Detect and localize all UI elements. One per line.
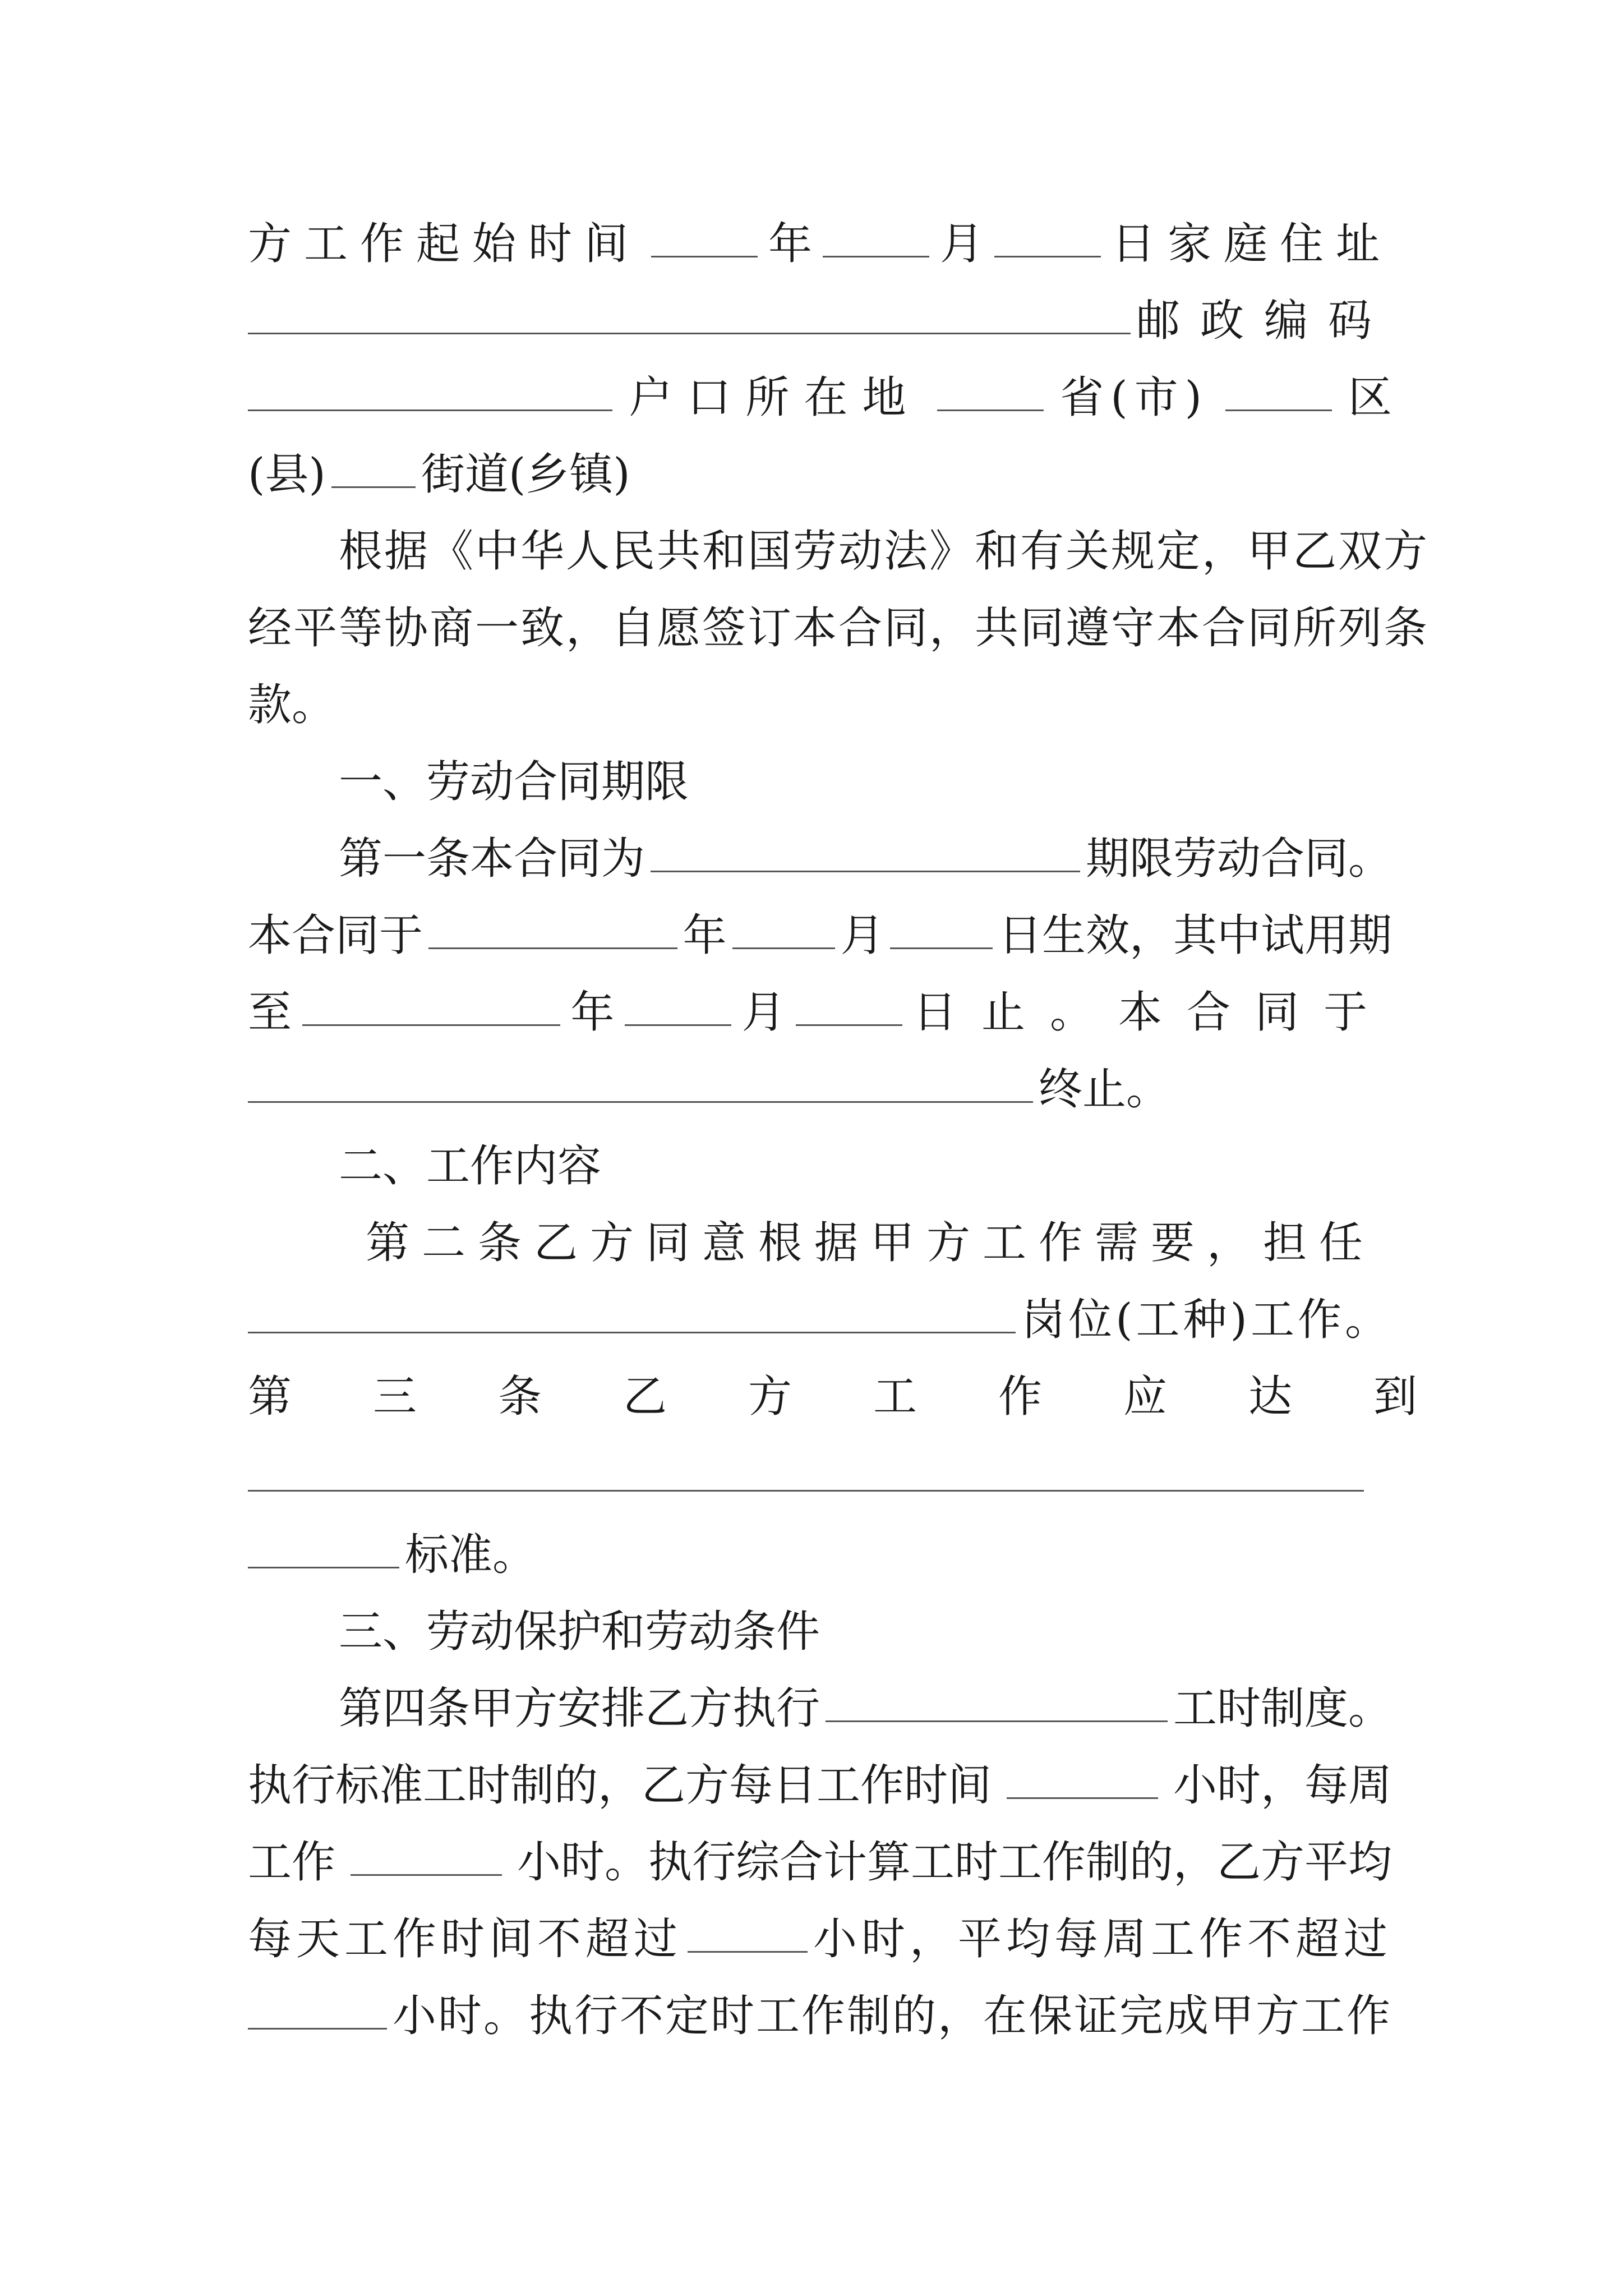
text-line — [248, 970, 1392, 1055]
text-line — [248, 586, 1430, 670]
paragraph-text: 经平等协商一致，自愿签订本合同，共同遵守本合同所列条 — [248, 603, 1430, 654]
text-segment: 第四条甲方安排乙方执行 — [339, 1683, 820, 1734]
blank-field[interactable] — [248, 376, 612, 411]
text-segment: 岗位(工种)工作。 — [1021, 1295, 1392, 1345]
blank-field[interactable] — [732, 914, 835, 949]
text-segment: 终止。 — [1039, 1064, 1170, 1115]
text-segment: 第一条本合同为 — [339, 834, 645, 884]
blank-field[interactable] — [796, 991, 902, 1026]
blank-field[interactable] — [651, 837, 1080, 872]
text-segment: 月 — [939, 219, 984, 269]
blank-field[interactable] — [248, 1068, 1033, 1103]
blank-field[interactable] — [890, 914, 993, 949]
text-segment: 省(市) — [1060, 372, 1209, 423]
section-heading-text: 一、劳动合同期限 — [339, 757, 689, 807]
paragraph-text: 根据《中华人民共和国劳动法》和有关规定，甲乙双方 — [339, 526, 1430, 577]
text-segment: 工时制度。 — [1173, 1683, 1392, 1734]
text-line — [248, 1743, 1392, 1828]
text-line — [248, 432, 1392, 517]
blank-field[interactable] — [248, 1298, 1016, 1333]
text-segment: 工作 — [248, 1837, 336, 1888]
paragraph-text: 款。 — [248, 680, 336, 730]
text-line — [248, 1820, 1392, 1904]
text-segment: 年 — [683, 910, 727, 961]
text-segment: 期限劳动合同。 — [1085, 834, 1392, 884]
paragraph-text: 第二条乙方同意根据甲方工作需要，担任 — [366, 1218, 1376, 1268]
text-line — [248, 663, 1392, 747]
text-segment: 小时。执行不定时工作制的，在保证完成甲方工作 — [392, 1991, 1392, 2041]
section-heading — [248, 1124, 1392, 1208]
text-segment: 日生效，其中试用期 — [998, 910, 1392, 961]
text-line — [248, 1278, 1392, 1362]
blank-field[interactable] — [823, 222, 929, 257]
section-heading-text: 二、工作内容 — [339, 1141, 602, 1191]
text-line — [248, 1667, 1392, 1751]
blank-field[interactable] — [651, 222, 758, 257]
text-line — [248, 817, 1392, 901]
text-segment: 邮政编码 — [1136, 296, 1392, 346]
text-segment: 年 — [570, 987, 615, 1038]
blank-field[interactable] — [688, 1917, 808, 1953]
text-segment: 小时。执行综合计算工时工作制的，乙方平均 — [517, 1837, 1392, 1888]
blank-field[interactable] — [248, 299, 1131, 334]
text-line — [248, 356, 1392, 440]
blank-field[interactable] — [1007, 1764, 1158, 1799]
text-line — [248, 894, 1392, 978]
text-segment: 小时，每周 — [1173, 1760, 1392, 1811]
text-line — [248, 1355, 1499, 1439]
text-segment: 区 — [1348, 372, 1392, 423]
text-segment: 小时，平均每周工作不超过 — [813, 1914, 1392, 1964]
text-segment: 年 — [768, 219, 812, 269]
blank-field[interactable] — [248, 1994, 387, 2030]
text-segment: 方工作起始时间 — [248, 219, 641, 269]
text-segment: 标准。 — [405, 1530, 537, 1580]
text-line — [248, 1974, 1392, 2058]
section-heading-text: 三、劳动保护和劳动条件 — [339, 1607, 820, 1657]
blank-field[interactable] — [1225, 376, 1332, 411]
text-line — [248, 1047, 1392, 1131]
text-segment: 月 — [840, 910, 884, 961]
blank-field[interactable] — [826, 1687, 1168, 1722]
text-line — [248, 509, 1430, 593]
paragraph-text: 第三条乙方工作应达到 — [248, 1372, 1499, 1422]
blank-field[interactable] — [302, 991, 560, 1026]
blank-field[interactable] — [248, 1456, 1364, 1492]
text-line — [248, 1436, 1392, 1520]
blank-field[interactable] — [937, 376, 1044, 411]
text-segment: 街道(乡镇) — [421, 449, 630, 500]
text-line — [248, 1513, 1392, 1597]
blank-field[interactable] — [248, 1533, 399, 1568]
text-line — [248, 202, 1392, 286]
text-segment: 执行标准工时制的，乙方每日工作时间 — [248, 1760, 992, 1811]
text-segment: 日家庭住址 — [1111, 219, 1392, 269]
text-segment: 每天工作时间不超过 — [248, 1914, 683, 1964]
blank-field[interactable] — [625, 991, 731, 1026]
text-segment: 月 — [741, 987, 786, 1038]
blank-field[interactable] — [351, 1841, 502, 1876]
text-segment: (县) — [248, 449, 326, 500]
text-segment: 日止。本合同于 — [912, 987, 1392, 1038]
text-line — [248, 1897, 1392, 1981]
blank-field[interactable] — [428, 914, 677, 949]
text-segment: 本合同于 — [248, 910, 423, 961]
text-line — [248, 279, 1392, 363]
text-segment: 户口所在地 — [629, 372, 921, 423]
section-heading — [248, 1590, 1392, 1674]
section-heading — [248, 740, 1392, 824]
blank-field[interactable] — [994, 222, 1101, 257]
text-segment: 至 — [248, 987, 292, 1038]
blank-field[interactable] — [331, 453, 416, 488]
text-line — [248, 1201, 1392, 1285]
